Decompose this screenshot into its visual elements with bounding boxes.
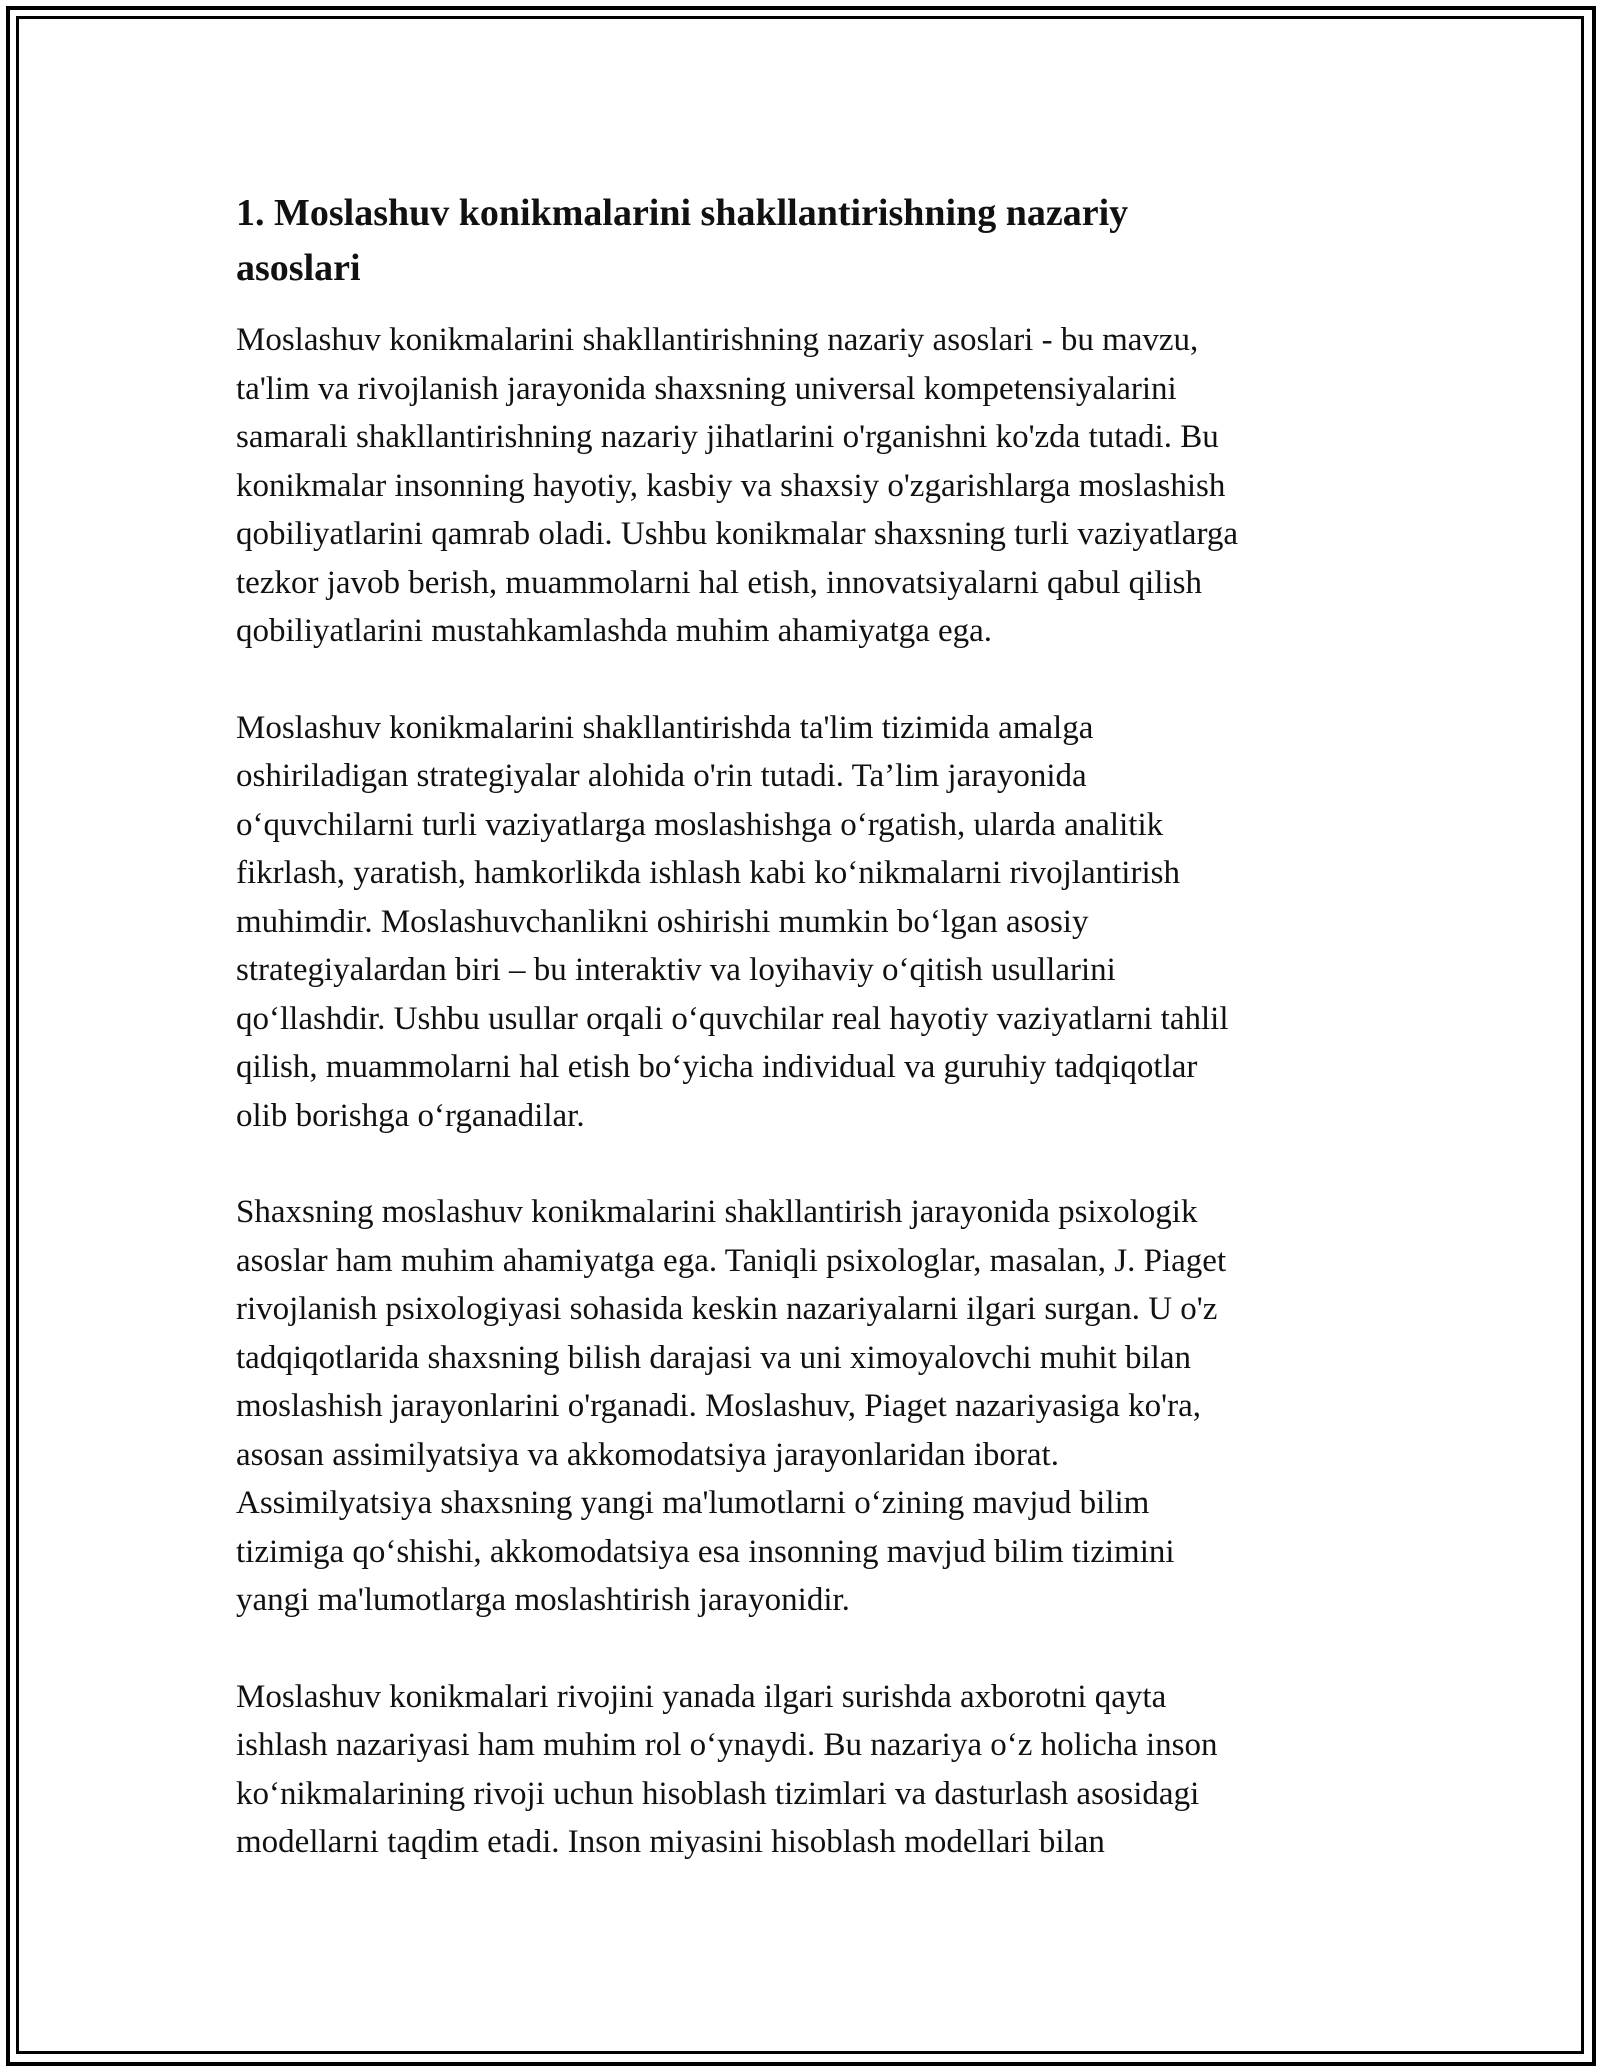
paragraph-1 bbox=[236, 316, 1366, 656]
paragraph-2 bbox=[236, 704, 1366, 1141]
text-line: yangi ma'lumotlarga moslashtirish jarayonidir. bbox=[236, 1582, 850, 1618]
text-line: oshiriladigan strategiyalar alohida o'rin tutadi. Ta’lim jarayonida bbox=[236, 758, 1087, 794]
text-line: ko‘nikmalarining rivoji uchun hisoblash tizimlari va dasturlash asosidagi bbox=[236, 1775, 1200, 1812]
text-line: qilish, muammolarni hal etish bo‘yicha individual va guruhiy tadqiqotlar bbox=[236, 1049, 1198, 1085]
text-line: tizimiga qo‘shishi, akkomodatsiya esa insonning mavjud bilim tizimini bbox=[236, 1533, 1175, 1570]
text-line: olib borishga o‘rganadilar. bbox=[236, 1097, 585, 1134]
text-line: asosan assimilyatsiya va akkomodatsiya jarayonlaridan iborat. bbox=[236, 1436, 1059, 1473]
paragraph-gap bbox=[236, 1625, 1366, 1673]
text-line: Moslashuv konikmalarini shakllantirishda ta'lim tizimida amalga bbox=[236, 709, 1094, 746]
text-line: o‘quvchilarni turli vaziyatlarga moslashishga o‘rgatish, ularda analitik bbox=[236, 806, 1164, 843]
text-line: qobiliyatlarini qamrab oladi. Ushbu konikmalar shaxsning turli vaziyatlarga bbox=[236, 516, 1238, 552]
paragraph-4 bbox=[236, 1673, 1366, 1867]
section-heading bbox=[236, 186, 1366, 296]
text-line: muhimdir. Moslashuvchanlikni oshirishi mumkin bo‘lgan asosiy bbox=[236, 903, 1089, 940]
text-line: Moslashuv konikmalari rivojini yanada ilgari surishda axborotni qayta bbox=[236, 1678, 1167, 1715]
text-line: moslashish jarayonlarini o'rganadi. Moslashuv, Piaget nazariyasiga ko'ra, bbox=[236, 1388, 1201, 1424]
text-line: modellarni taqdim etadi. Inson miyasini hisoblash modellari bilan bbox=[236, 1824, 1105, 1860]
document-body bbox=[236, 186, 1366, 1867]
text-line: rivojlanish psixologiyasi sohasida keskin nazariyalarni ilgari surgan. U o'z bbox=[236, 1291, 1218, 1327]
paragraph-gap bbox=[236, 1140, 1366, 1188]
text-line: Moslashuv konikmalarini shakllantirishning nazariy asoslari - bu mavzu, bbox=[236, 322, 1199, 358]
text-line: strategiyalardan biri – bu interaktiv va loyihaviy o‘qitish usullarini bbox=[236, 952, 1116, 988]
paragraph-gap bbox=[236, 656, 1366, 704]
text-line: konikmalar insonning hayotiy, kasbiy va shaxsiy o'zgarishlarga moslashish bbox=[236, 467, 1226, 504]
text-line: ishlash nazariyasi ham muhim rol o‘ynaydi. Bu nazariya o‘z holicha inson bbox=[236, 1727, 1218, 1763]
text-line: tezkor javob berish, muammolarni hal etish, innovatsiyalarni qabul qilish bbox=[236, 564, 1202, 601]
heading-line: 1. Moslashuv konikmalarini shakllantirishning nazariy bbox=[236, 192, 1129, 234]
text-line: fikrlash, yaratish, hamkorlikda ishlash kabi ko‘nikmalarni rivojlantirish bbox=[236, 855, 1180, 891]
paragraph-3 bbox=[236, 1188, 1366, 1625]
text-line: qo‘llashdir. Ushbu usullar orqali o‘quvchilar real hayotiy vaziyatlarni tahlil bbox=[236, 1000, 1229, 1037]
text-line: asoslar ham muhim ahamiyatga ega. Taniqli psixologlar, masalan, J. Piaget bbox=[236, 1242, 1227, 1279]
text-line: ta'lim va rivojlanish jarayonida shaxsning universal kompetensiyalarini bbox=[236, 370, 1177, 407]
text-line: Assimilyatsiya shaxsning yangi ma'lumotlarni o‘zining mavjud bilim bbox=[236, 1485, 1150, 1521]
text-line: tadqiqotlarida shaxsning bilish darajasi va uni ximoyalovchi muhit bilan bbox=[236, 1339, 1192, 1376]
heading-line: asoslari bbox=[236, 247, 361, 289]
text-line: Shaxsning moslashuv konikmalarini shakllantirish jarayonida psixologik bbox=[236, 1194, 1198, 1230]
text-line: samarali shakllantirishning nazariy jihatlarini o'rganishni ko'zda tutadi. Bu bbox=[236, 419, 1219, 455]
text-line: qobiliyatlarini mustahkamlashda muhim ahamiyatga ega. bbox=[236, 613, 993, 649]
